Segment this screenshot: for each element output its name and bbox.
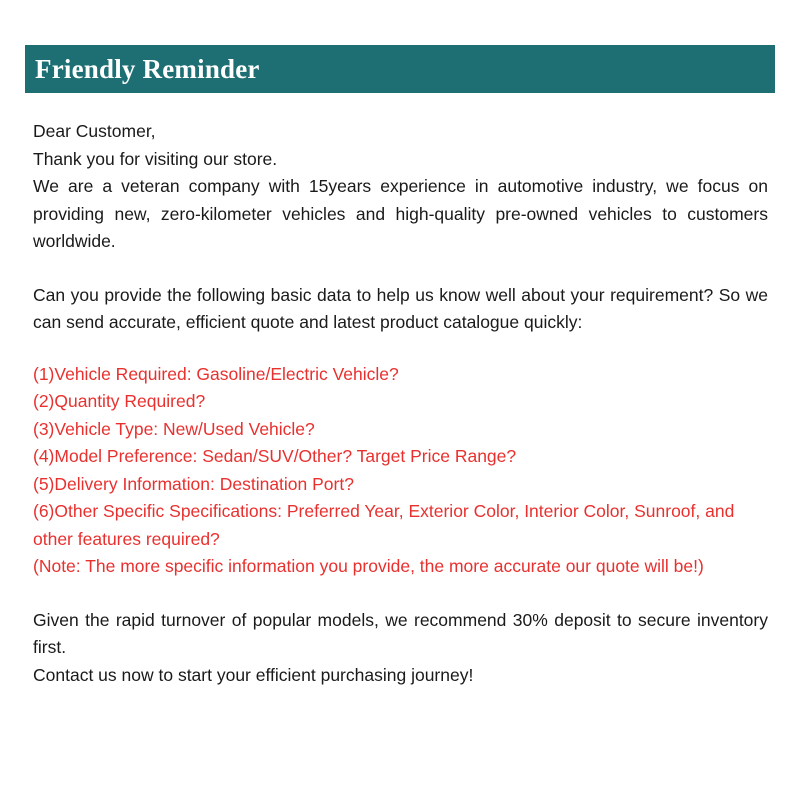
list-item: (3)Vehicle Type: New/Used Vehicle?: [33, 418, 315, 439]
list-item: (1)Vehicle Required: Gasoline/Electric Vehicle?: [33, 363, 399, 384]
list-item: (4)Model Preference: Sedan/SUV/Other? Target Price Range?: [33, 446, 517, 466]
questions-list: [33, 361, 768, 581]
header-banner: [25, 45, 775, 93]
list-item: (2)Quantity Required?: [33, 391, 206, 411]
request-paragraph: Can you provide the following basic data to help us know well about your requirement? So we can send accurate, efficient quote and latest product catalogue quickly:: [33, 284, 768, 332]
greeting-text: Dear Customer,: [33, 121, 156, 141]
closing-paragraph: Given the rapid turnover of popular models, we recommend 30% deposit to secure inventory first.: [33, 609, 768, 657]
intro-paragraph: We are a veteran company with 15years experience in automotive industry, we focus on providing new, zero-kilometer vehicles and high-quality pre-owned vehicles to customers worldwide.: [33, 176, 768, 251]
spacer-2: [33, 337, 768, 361]
note-text: (Note: The more specific information you provide, the more accurate our quote will be!): [33, 556, 704, 576]
list-item: (6)Other Specific Specifications: Preferred Year, Exterior Color, Interior Color, Sunroof, and other features required?: [33, 501, 735, 549]
call-to-action-text: Contact us now to start your efficient purchasing journey!: [33, 664, 474, 685]
spacer-1: [33, 256, 768, 282]
document-body: [33, 118, 768, 689]
spacer-3: [33, 581, 768, 607]
thanks-text: Thank you for visiting our store.: [33, 148, 278, 169]
page-title: Friendly Reminder: [35, 53, 260, 84]
list-item: (5)Delivery Information: Destination Port?: [33, 473, 354, 494]
